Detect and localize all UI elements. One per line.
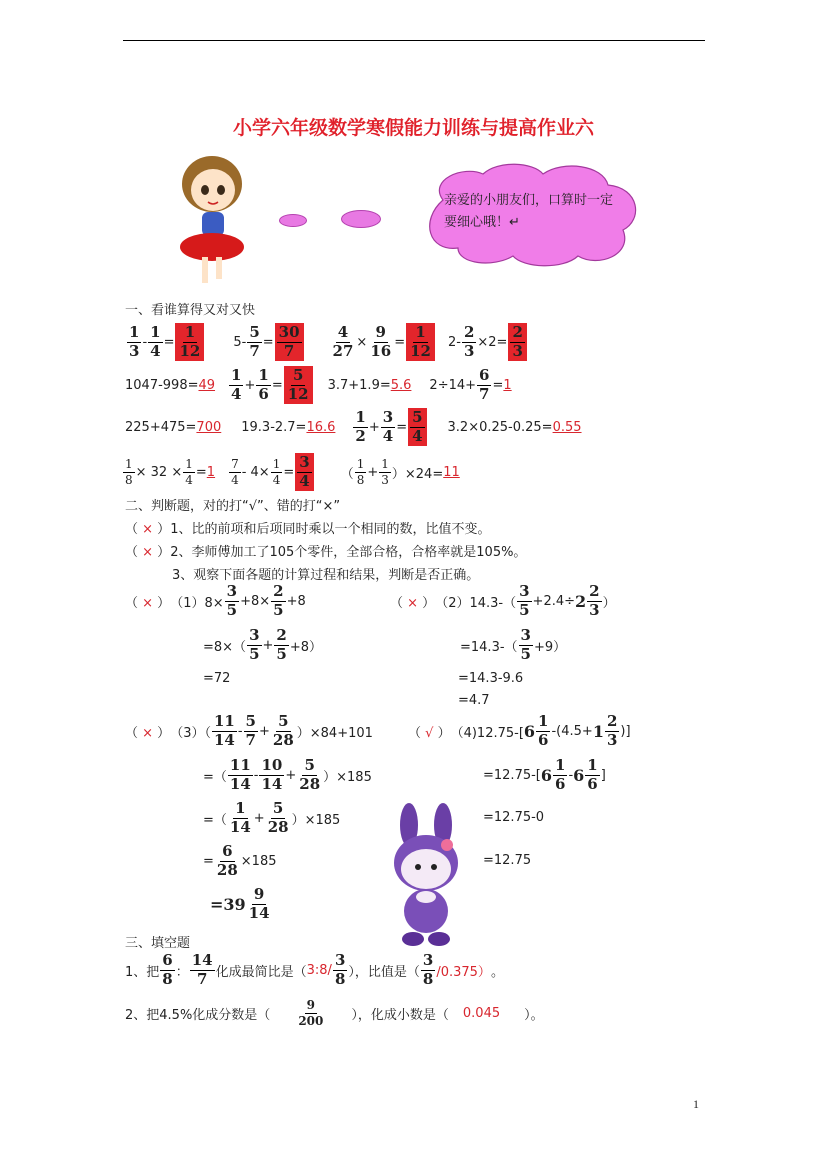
answer-3-4: $\frac{3}{4}$ [295,453,313,492]
problem2-line4: =4.7 [458,693,490,708]
thought-bubble-small [279,214,307,227]
frac-1-4d: $\frac{1}{4}$ [272,456,281,487]
answer-5-12: $\frac{5}{12}$ [284,366,313,405]
answer-1-12b: $\frac{1}{12}$ [406,323,435,362]
answer-16-6: 16.6 [306,419,336,435]
problem3-line3: =（ 1 14 + $\frac{5}{28}$ ）×185 [203,798,341,836]
frac-1-8b: 1 8 [356,456,365,487]
page-title: 小学六年级数学寒假能力训练与提高作业六 [232,117,594,139]
answer-5-4: $\frac{5}{4}$ [408,408,426,447]
problem1-line1: （ × ） （1）8× $\frac{3}{5}$ +8× $\frac{2}{5}$ +8 [125,581,306,619]
problem2-line2: =14.3-（ 3 5 +9） [460,625,567,663]
problem3-line2: =（ 11 14 - 10 14 + $\frac{5}{28}$ ）×185 [203,755,372,793]
problem1-line2: =8×（ 3 5 + $\frac{2}{5}$ +8） [203,625,323,663]
answer-11: 11 [443,464,460,480]
problem3-line4: = $\frac{6}{28}$ ×185 [203,841,277,879]
answer-49: 49 [198,377,216,393]
judge-q2: （ × ）2、李师傅加工了105个零件，全部合格，合格率就是105%。 [125,545,527,560]
row1: 1 3 - $\frac{1}{4}$ = $\frac{1}{12}$ 5- $\frac{5}{7}$ = $\frac{30}{7}$ $\frac{4}{27}$ × $\frac{9}{16}$ = $\frac{1}{12}$ 2- $\frac{2}{3}$ ×2= $\frac{2}{3}$ [126,319,528,365]
problem4-line3: =12.75-0 [483,810,545,825]
frac-1-3: 1 3 [129,322,140,360]
girl-illustration [172,152,252,292]
answer-value: /0.375） [436,964,491,980]
frac-3-4: $\frac{3}{4}$ [382,407,394,445]
frac-2-3: $\frac{2}{3}$ [463,322,475,360]
fill-q1: 1、把 6 8 ： 14 7 化成最简比是（ 3:8/ 3 8 ），比值是（ 3 8 /0.375） 。 [125,950,504,988]
frac-1-3b: $\frac{1}{3}$ [381,456,389,487]
judge-q1: （ × ）1、比的前项和后项同时乘以一个相同的数，比值不变。 [125,522,491,537]
problem4-line1: （ √ ） （4)12.75-[ 6 1 6 -(4.5+ 1 2 3 )] [408,711,631,749]
problem3-line1: （ × ） （3）（ 11 14 - 5 7 + $\frac{5}{28}$ ）×84+101 [125,711,373,749]
frac-1-2: 1 2 [355,407,366,445]
problem2-line1: （ × ） （2）14.3-（ 3 5 +2.4÷ 2 2 3 ） [390,581,616,619]
problem3-line5: =39 9 14 [210,884,270,922]
frac-1-4b: 1 4 [231,365,242,403]
section2-heading: 二、判断题，对的打“√”、错的打“×” [125,499,341,514]
problem1-line3: =72 [203,671,231,686]
answer-ratio: 3:8/ [306,962,332,978]
page-number: 1 [693,1097,699,1111]
answer-1: 1 [503,377,512,393]
answer-700: 700 [196,419,222,435]
bunny-illustration [385,803,470,951]
row3: 225+475= 700 19.3-2.7= 16.6 1 2 + $\frac{3}{4}$ = $\frac{5}{4}$ 3.2×0.25-0.25= 0.55 [125,407,582,445]
frac-5-7: $\frac{5}{7}$ [249,322,260,360]
frac-1-4c: $\frac{1}{4}$ [185,456,193,487]
problem4-line2: =12.75-[ 6 1 6 - 6 1 6 ] [483,755,606,793]
section1-heading: 一、看谁算得又对又快 [125,303,256,318]
answer-30-7: $\frac{30}{7}$ [275,323,304,362]
answer-0-55: 0.55 [552,419,582,435]
thought-bubble-medium [341,210,381,228]
answer-1-12: $\frac{1}{12}$ [175,323,204,362]
fill-q2: 2、把4.5%化成分数是（ 9 200 ），化成小数是（ 0.045 ）。 [125,997,544,1028]
frac-1-8: $\frac{1}{8}$ [125,456,133,487]
frac-9-16: $\frac{9}{16}$ [370,322,392,360]
row4: $\frac{1}{8}$ × 32 × $\frac{1}{4}$ = 1 7 4 - 4× $\frac{1}{4}$ = $\frac{3}{4}$ （ 1 8 + $\frac{1}{3}$ ）×24= 11 [125,452,460,490]
answer-1b: 1 [206,464,216,480]
header-rule [123,40,705,41]
row2: 1047-998= 49 1 4 + $\frac{1}{6}$ = $\frac{5}{12}$ 3.7+1.9= 5.6 2÷14+ $\frac{6}{7}$ = 1 [125,365,512,403]
speech-cloud-text: 亲爱的小朋友们，口算时一定要细心哦！↵ [444,193,614,230]
frac-6-7: $\frac{6}{7}$ [479,365,490,403]
answer-0-045: 0.045 [462,1005,501,1021]
problem2-line3: =14.3-9.6 [458,671,524,686]
frac-7-4: 7 4 [231,456,239,487]
answer-2-3: $\frac{2}{3}$ [508,323,526,362]
frac-1-6: $\frac{1}{6}$ [258,365,269,403]
answer-9-200: 9 200 [298,997,324,1028]
judge-q3: 3、观察下面各题的计算过程和结果，判断是否正确。 [172,568,480,583]
answer-5-6: 5.6 [390,377,412,393]
section3-heading: 三、填空题 [125,936,191,951]
frac-4-27: $\frac{4}{27}$ [332,322,354,360]
frac-1-4: $\frac{1}{4}$ [150,322,161,360]
problem4-line4: =12.75 [483,853,532,868]
